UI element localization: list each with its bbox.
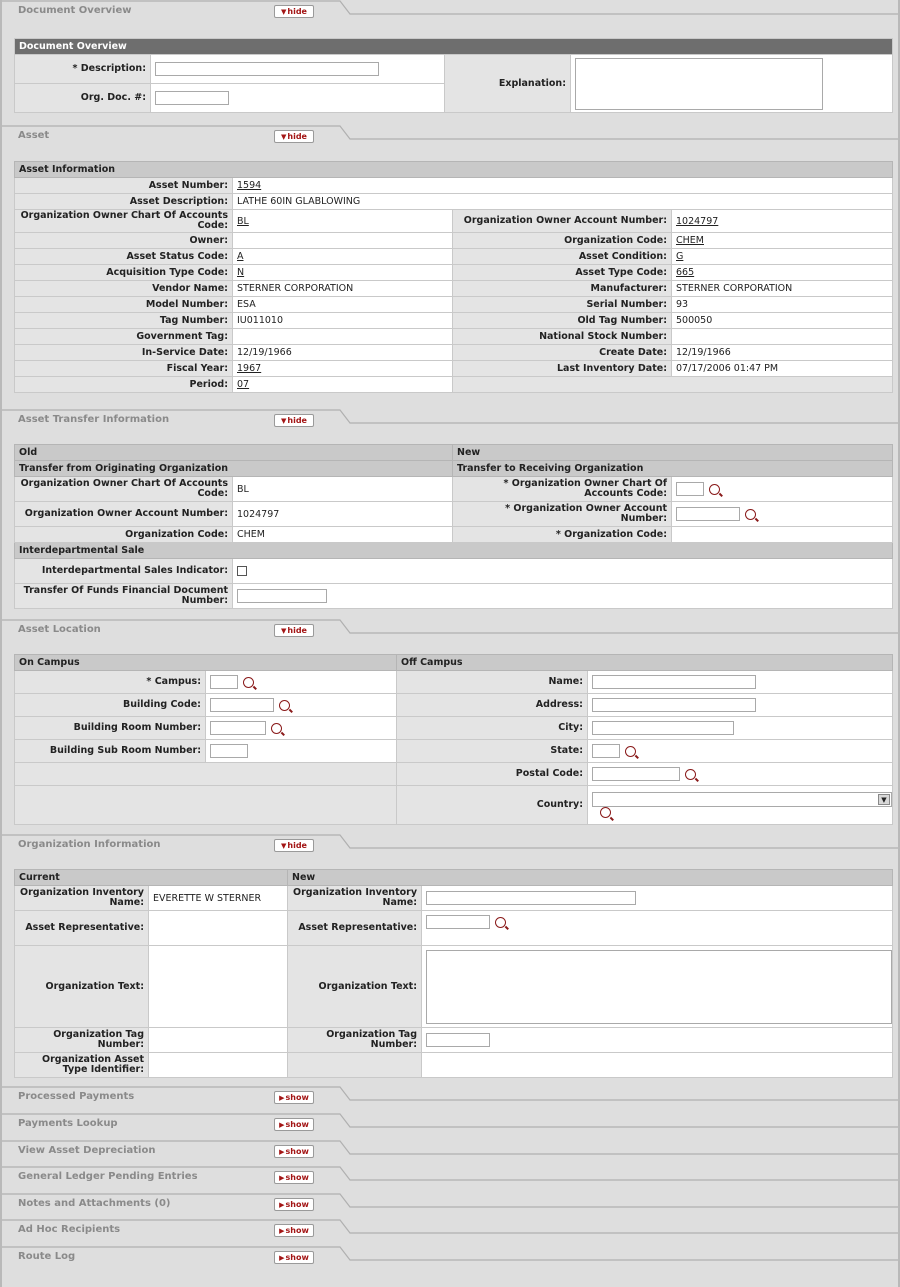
lookup-icon[interactable] [709,484,720,495]
tag-number-label: Organization Tag Number: [15,1028,149,1053]
acquisition-link[interactable]: N [237,267,245,278]
tab-route-log [2,1246,900,1268]
funds-label: Transfer Of Funds Financial Document Number: [15,584,233,609]
tab-shape [2,1246,900,1272]
new-org-text-label: Organization Text: [288,946,422,1028]
button-label: show [285,1200,309,1209]
organization-information-table [14,869,893,1078]
room-input[interactable] [210,721,266,735]
show-button[interactable] [274,1145,314,1158]
show-button[interactable] [274,1118,314,1131]
section-header: Document Overview [15,39,893,55]
new-header: New [453,445,893,461]
tab-general-ledger [2,1166,900,1188]
address-input[interactable] [592,698,756,712]
campus-input[interactable] [210,675,238,689]
hide-button[interactable] [274,624,314,637]
model-value: ESA [233,297,453,313]
tab-label: Notes and Attachments (0) [18,1198,171,1209]
asset-description-value: LATHE 60IN GLABLOWING [233,194,893,210]
period-label: Period: [15,377,233,393]
chevron-down-icon: ▼ [878,794,890,805]
tab-label: Ad Hoc Recipients [18,1224,121,1235]
explanation-textarea[interactable] [575,58,823,110]
lookup-icon[interactable] [685,769,696,780]
chart-value: BL [233,477,453,502]
tab-shape [2,1086,900,1112]
org-account-label: Organization Owner Account Number: [453,210,672,233]
org-chart-label: Organization Owner Chart Of Accounts Code: [15,210,233,233]
show-button[interactable] [274,1091,314,1104]
new-header: New [288,870,893,886]
subroom-label: Building Sub Room Number: [15,740,206,763]
section-header: Asset Information [15,162,893,178]
org-code-label: Organization Code: [453,233,672,249]
asset-type-link[interactable]: 665 [676,267,695,278]
lookup-icon[interactable] [625,746,636,757]
create-date-value: 12/19/1966 [672,345,893,361]
state-label: State: [397,740,588,763]
tab-view-asset-depreciation [2,1140,900,1162]
asset-transfer-table [14,444,893,609]
document-overview-table [14,38,893,113]
hide-button[interactable] [274,130,314,143]
org-text-value [149,946,288,1028]
show-button[interactable] [274,1171,314,1184]
new-account-label: * Organization Owner Account Number: [453,502,672,527]
arrow-right-icon: ▶ [279,1227,285,1235]
from-header: Transfer from Originating Organization [15,461,453,477]
type-identifier-label: Organization Asset Type Identifier: [15,1053,149,1078]
condition-link[interactable]: G [676,251,684,262]
inventory-name-value: EVERETTE W STERNER [149,886,288,911]
new-chart-input[interactable] [676,482,704,496]
button-label: show [285,1147,309,1156]
campus-label: * Campus: [15,671,206,694]
show-button[interactable] [274,1251,314,1264]
funds-input[interactable] [237,589,327,603]
org-doc-label: Org. Doc. #: [15,84,151,113]
tab-label: Processed Payments [18,1091,135,1102]
lookup-icon[interactable] [745,509,756,520]
model-label: Model Number: [15,297,233,313]
arrow-down-icon: ▼ [281,133,287,141]
lookup-icon[interactable] [600,807,611,818]
status-link[interactable]: A [237,251,244,262]
button-label: show [285,1120,309,1129]
tab-shape [2,1113,900,1139]
tab-organization-information [2,834,900,856]
type-identifier-value [149,1053,288,1078]
tag-number-input[interactable] [426,1033,490,1047]
org-code-value: CHEM [233,527,453,543]
tab-label: Organization Information [18,839,161,850]
nsn-value [672,329,893,345]
building-input[interactable] [210,698,274,712]
lookup-icon[interactable] [279,700,290,711]
subroom-input[interactable] [210,744,248,758]
old-tag-value: 500050 [672,313,893,329]
new-org-code-cell [672,527,893,543]
postal-input[interactable] [592,767,680,781]
chart-label: Organization Owner Chart Of Accounts Code: [15,477,233,502]
create-date-label: Create Date: [453,345,672,361]
representative-value [149,911,288,946]
old-tag-label: Old Tag Number: [453,313,672,329]
tag-value: IU011010 [233,313,453,329]
tab-shape [2,0,900,26]
tab-label: Asset [18,130,50,141]
new-representative-label: Asset Representative: [288,911,422,946]
lookup-icon[interactable] [495,917,506,928]
tab-payments-lookup [2,1113,900,1135]
org-text-label: Organization Text: [15,946,149,1028]
show-button[interactable] [274,1198,314,1211]
gov-tag-label: Government Tag: [15,329,233,345]
tab-notes-attachments [2,1193,900,1215]
owner-label: Owner: [15,233,233,249]
button-label: show [285,1173,309,1182]
current-header: Current [15,870,288,886]
button-label: show [285,1226,309,1235]
hide-button[interactable] [274,839,314,852]
arrow-right-icon: ▶ [279,1121,285,1129]
button-label: hide [287,132,307,141]
manufacturer-label: Manufacturer: [453,281,672,297]
new-org-code-label: * Organization Code: [453,527,672,543]
asset-location-table [14,654,893,825]
tab-label: Payments Lookup [18,1118,118,1129]
tab-asset-transfer [2,409,900,431]
description-input[interactable] [155,62,379,76]
asset-information-table [14,161,893,393]
on-campus-header: On Campus [15,655,397,671]
tab-label: Asset Transfer Information [18,414,170,425]
nsn-label: National Stock Number: [453,329,672,345]
account-value: 1024797 [233,502,453,527]
tab-shape [2,125,900,151]
tab-label: Asset Location [18,624,101,635]
tab-asset [2,125,900,147]
room-label: Building Room Number: [15,717,206,740]
name-label: Name: [397,671,588,694]
tab-label: Route Log [18,1251,76,1262]
tag-number-value [149,1028,288,1053]
arrow-down-icon: ▼ [281,8,287,16]
show-button[interactable] [274,1224,314,1237]
tab-shape [2,1219,900,1245]
tab-label: General Ledger Pending Entries [18,1171,198,1182]
description-label: * Description: [15,55,151,84]
in-service-label: In-Service Date: [15,345,233,361]
explanation-label: Explanation: [445,55,571,113]
button-label: show [285,1253,309,1262]
off-campus-header: Off Campus [397,655,893,671]
representative-label: Asset Representative: [15,911,149,946]
inventory-name-input[interactable] [426,891,636,905]
acquisition-label: Acquisition Type Code: [15,265,233,281]
condition-label: Asset Condition: [453,249,672,265]
empty-cell [453,377,893,393]
gov-tag-value [233,329,453,345]
state-input[interactable] [592,744,620,758]
tab-document-overview [2,0,900,22]
in-service-value: 12/19/1966 [233,345,453,361]
tab-shape [2,619,900,645]
last-inventory-label: Last Inventory Date: [453,361,672,377]
new-inventory-name-label: Organization Inventory Name: [288,886,422,911]
org-account-link[interactable]: 1024797 [676,215,719,227]
org-text-textarea[interactable] [426,950,892,1024]
lookup-icon[interactable] [243,677,254,688]
vendor-label: Vendor Name: [15,281,233,297]
tab-processed-payments [2,1086,900,1108]
org-code-label: Organization Code: [15,527,233,543]
serial-value: 93 [672,297,893,313]
postal-label: Postal Code: [397,763,588,786]
empty-cell [422,1053,893,1078]
asset-type-label: Asset Type Code: [453,265,672,281]
button-label: hide [287,626,307,635]
indicator-checkbox[interactable] [237,566,247,576]
org-doc-input[interactable] [155,91,229,105]
new-chart-label: * Organization Owner Chart Of Accounts Code: [453,477,672,502]
org-chart-link[interactable]: BL [237,215,249,227]
tag-label: Tag Number: [15,313,233,329]
hide-button[interactable] [274,5,314,18]
address-label: Address: [397,694,588,717]
button-label: show [285,1093,309,1102]
vendor-value: STERNER CORPORATION [233,281,453,297]
city-label: City: [397,717,588,740]
button-label: hide [287,841,307,850]
arrow-right-icon: ▶ [279,1148,285,1156]
representative-input[interactable] [426,915,490,929]
account-label: Organization Owner Account Number: [15,502,233,527]
last-inventory-value: 07/17/2006 01:47 PM [672,361,893,377]
interdepartmental-header: Interdepartmental Sale [15,543,893,559]
arrow-right-icon: ▶ [279,1094,285,1102]
tab-label: Document Overview [18,5,132,16]
name-input[interactable] [592,675,756,689]
new-tag-number-label: Organization Tag Number: [288,1028,422,1053]
owner-value [233,233,453,249]
arrow-right-icon: ▶ [279,1254,285,1262]
arrow-right-icon: ▶ [279,1201,285,1209]
arrow-right-icon: ▶ [279,1174,285,1182]
empty-cell [15,763,397,786]
city-input[interactable] [592,721,734,735]
empty-cell [15,786,397,825]
serial-label: Serial Number: [453,297,672,313]
fiscal-year-link[interactable]: 1967 [237,363,262,374]
asset-number-label: Asset Number: [15,178,233,194]
country-select[interactable] [592,792,892,807]
arrow-down-icon: ▼ [281,627,287,635]
button-label: hide [287,7,307,16]
tab-asset-location [2,619,900,641]
period-link[interactable]: 07 [237,379,250,390]
org-code-link[interactable]: CHEM [676,235,704,246]
fiscal-year-label: Fiscal Year: [15,361,233,377]
building-label: Building Code: [15,694,206,717]
hide-button[interactable] [274,414,314,427]
status-label: Asset Status Code: [15,249,233,265]
inventory-name-label: Organization Inventory Name: [15,886,149,911]
button-label: hide [287,416,307,425]
tab-ad-hoc-recipients [2,1219,900,1241]
arrow-down-icon: ▼ [281,417,287,425]
country-label: Country: [397,786,588,825]
indicator-label: Interdepartmental Sales Indicator: [15,559,233,584]
tab-label: View Asset Depreciation [18,1145,156,1156]
asset-number-link[interactable]: 1594 [237,180,262,191]
manufacturer-value: STERNER CORPORATION [672,281,893,297]
old-header: Old [15,445,453,461]
lookup-icon[interactable] [271,723,282,734]
empty-cell [288,1053,422,1078]
arrow-down-icon: ▼ [281,842,287,850]
new-account-input[interactable] [676,507,740,521]
to-header: Transfer to Receiving Organization [453,461,893,477]
asset-description-label: Asset Description: [15,194,233,210]
